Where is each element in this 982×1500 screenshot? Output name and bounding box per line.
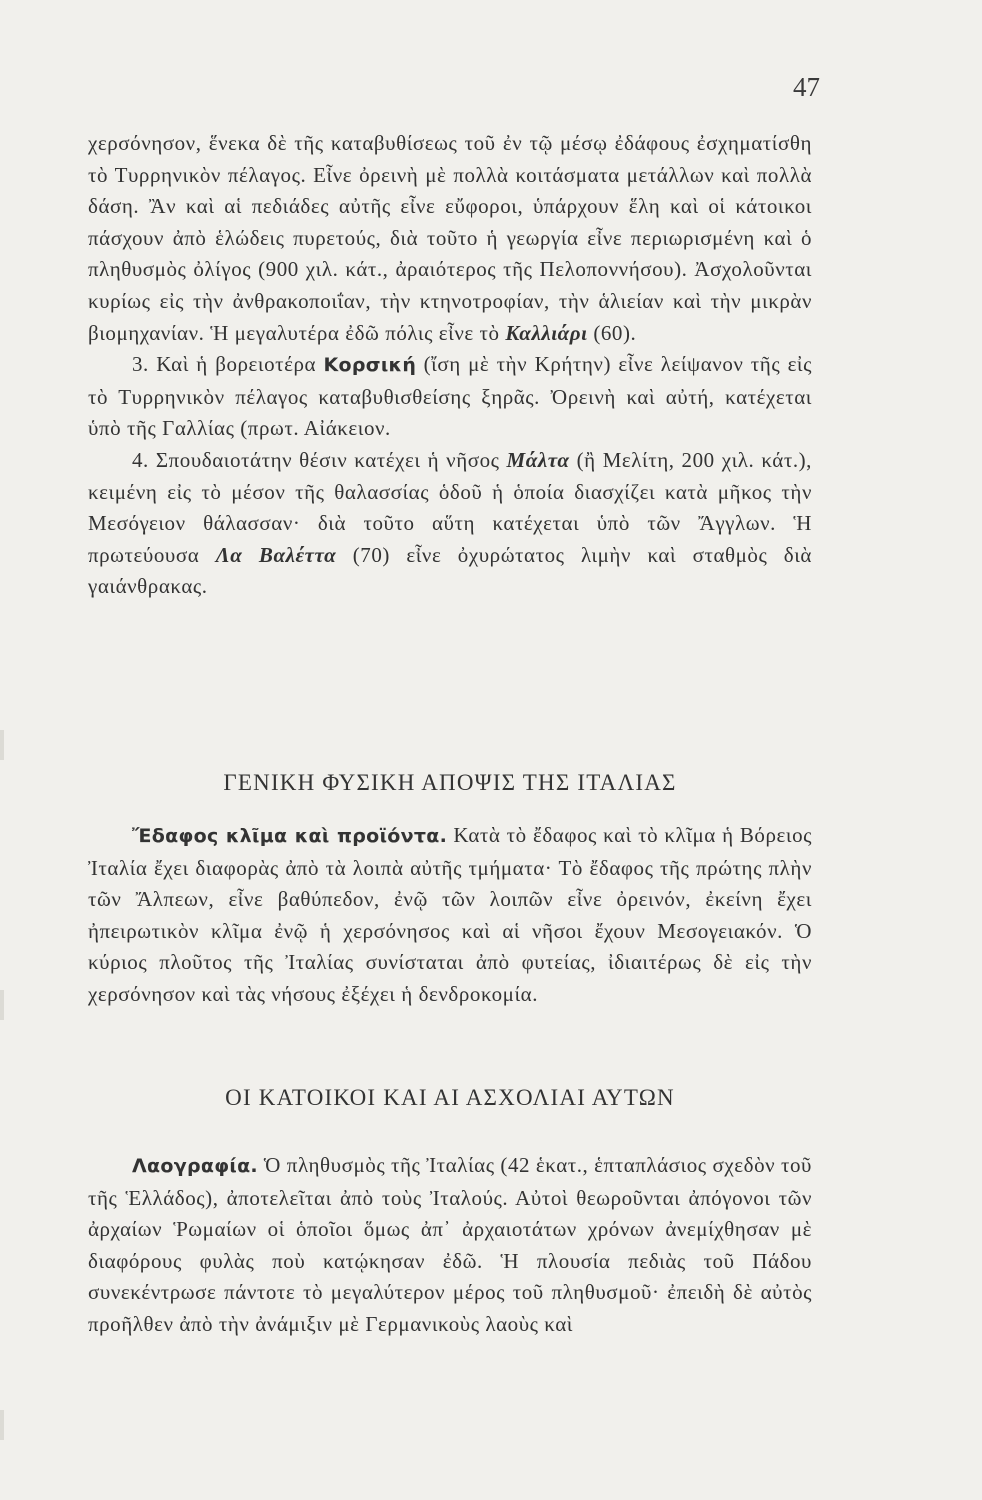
lead-terrain-climate: Ἔδαφος κλῖμα καὶ προϊόντα.	[132, 825, 448, 847]
paragraph-corsica	[88, 349, 812, 445]
island-name-malta: Μάλτα	[506, 447, 570, 472]
text-block-folklore	[88, 1150, 812, 1341]
margin-mark	[0, 730, 4, 760]
paragraph-terrain	[88, 820, 812, 1011]
city-name-cagliari: Καλλιάρι	[505, 320, 588, 345]
text-block-terrain-climate	[88, 820, 812, 1011]
section-heading-physical-view: ΓΕΝΙΚΗ ΦΥΣΙΚΗ ΑΠΟΨΙΣ ΤΗΣ ΙΤΑΛΙΑΣ	[223, 770, 677, 795]
paragraph-malta-mid: (ἢ Μελίτη, 200 χιλ. κάτ.), κειμένη εἰς τὸ μέσον τῆς θαλασσίας ὁδοῦ ἡ ὁποία διασχίζει κατὰ μῆκος τὴν Μεσόγειον θάλασσαν· διὰ τοῦτο αὕτη κατέχεται ὑπὸ τῶν Ἄγγλων. Ἡ πρωτεύουσα	[88, 447, 812, 567]
paragraph-sardinia	[88, 128, 812, 349]
paragraph-sardinia-end: (60).	[593, 320, 637, 345]
paragraph-malta-start: 4. Σπουδαιοτάτην θέσιν κατέχει ἡ νῆσος	[132, 447, 500, 472]
city-name-valletta: Λα Βαλέττα	[215, 542, 337, 567]
island-name-corsica: Κορσική	[323, 354, 417, 377]
text-block-malta-corsica	[88, 128, 812, 603]
paragraph-corsica-rest: (ἴση μὲ τὴν Κρήτην) εἶνε λείψανον τῆς εἰς τὸ Τυρρηνικὸν πέλαγος καταβυθισθείσης ξηρᾶς. Ὀρεινὴ καὶ αὐτή, κατέχεται ὑπὸ τῆς Γαλλίας (πρωτ. Αἰάκειον.	[88, 352, 812, 441]
paragraph-terrain-text: Κατὰ τὸ ἔδαφος καὶ τὸ κλῖμα ἡ Βόρειος Ἰταλία ἔχει διαφορὰς ἀπὸ τὰ λοιπὰ αὐτῆς τμήματα· Τὸ ἔδαφος τῆς πρώτης πλὴν τῶν Ἄλπεων, εἶνε βαθύπεδον, ἐνῷ τῶν λοιπῶν εἶνε ὀρεινόν, ἐκείνη ἔχει ἠπειρωτικὸν κλῖμα ἐνῷ ἡ χερσόνησος καὶ αἱ νῆσοι ἔχουν Μεσογειακόν. Ὁ κύριος πλοῦτος τῆς Ἰταλίας συνίσταται ἀπὸ φυτείας, ἰδιαιτέρως δὲ εἰς τὴν χερσόνησον καὶ τὰς νήσους ἐξέχει ἡ δενδροκομία.	[88, 823, 812, 1006]
lead-folklore: Λαογραφία.	[132, 1155, 258, 1177]
paragraph-folklore	[88, 1150, 812, 1341]
paragraph-corsica-start: 3. Καὶ ἡ βορειοτέρα	[132, 352, 317, 377]
paragraph-malta-end: (70) εἶνε ὀχυρώτατος λιμὴν καὶ σταθμὸς διὰ γαιάνθρακας.	[88, 542, 812, 599]
section-heading-inhabitants: ΟΙ ΚΑΤΟΙΚΟΙ ΚΑΙ ΑΙ ΑΣΧΟΛΙΑΙ ΑΥΤΩΝ	[225, 1085, 675, 1110]
margin-mark	[0, 990, 4, 1020]
paragraph-sardinia-text: χερσόνησον, ἕνεκα δὲ τῆς καταβυθίσεως τοῦ ἐν τῷ μέσῳ ἐδάφους ἐσχηματίσθη τὸ Τυρρηνικὸν πέλαγος. Εἶνε ὀρεινὴ μὲ πολλὰ κοιτάσματα μετάλλων καὶ πολλὰ δάση. Ἂν καὶ αἱ πεδιάδες αὐτῆς εἶνε εὔφοροι, ὑπάρχουν ἕλη καὶ οἱ κάτοικοι πάσχουν ἀπὸ ἑλώδεις πυρετούς, διὰ τοῦτο ἡ γεωργία εἶνε περιωρισμένη καὶ ὁ πληθυσμὸς ὀλίγος (900 χιλ. κάτ., ἀραιότερος τῆς Πελοποννήσου). Ἀσχολοῦνται κυρίως εἰς τὴν ἀνθρακοποιΐαν, τὴν κτηνοτροφίαν, τὴν ἁλιείαν καὶ τὴν μικρὰν βιομηχανίαν. Ἡ μεγαλυτέρα ἐδῶ πόλις εἶνε τὸ	[88, 131, 812, 345]
page-number: 47	[793, 72, 820, 102]
paragraph-folklore-text: Ὁ πληθυσμὸς τῆς Ἰταλίας (42 ἑκατ., ἑπταπλάσιος σχεδὸν τοῦ τῆς Ἑλλάδος), ἀποτελεῖται ἀπὸ τοὺς Ἰταλούς. Αὐτοὶ θεωροῦνται ἀπόγονοι τῶν ἀρχαίων Ῥωμαίων οἱ ὁποῖοι ὅμως ἀπ᾽ ἀρχαιοτάτων χρόνων ἀνεμίχθησαν μὲ διαφόρους φυλὰς ποὺ κατῴκησαν ἐδῶ. Ἡ πλουσία πεδιὰς τοῦ Πάδου συνεκέντρωσε πάντοτε τὸ μεγαλύτερον μέρος τοῦ πληθυσμοῦ· ἐπειδὴ δὲ αὐτὸς προῆλθεν ἀπὸ τὴν ἀνάμιξιν μὲ Γερμανικοὺς λαοὺς καὶ	[88, 1153, 812, 1336]
paragraph-malta	[88, 445, 812, 603]
margin-mark	[0, 1410, 4, 1440]
